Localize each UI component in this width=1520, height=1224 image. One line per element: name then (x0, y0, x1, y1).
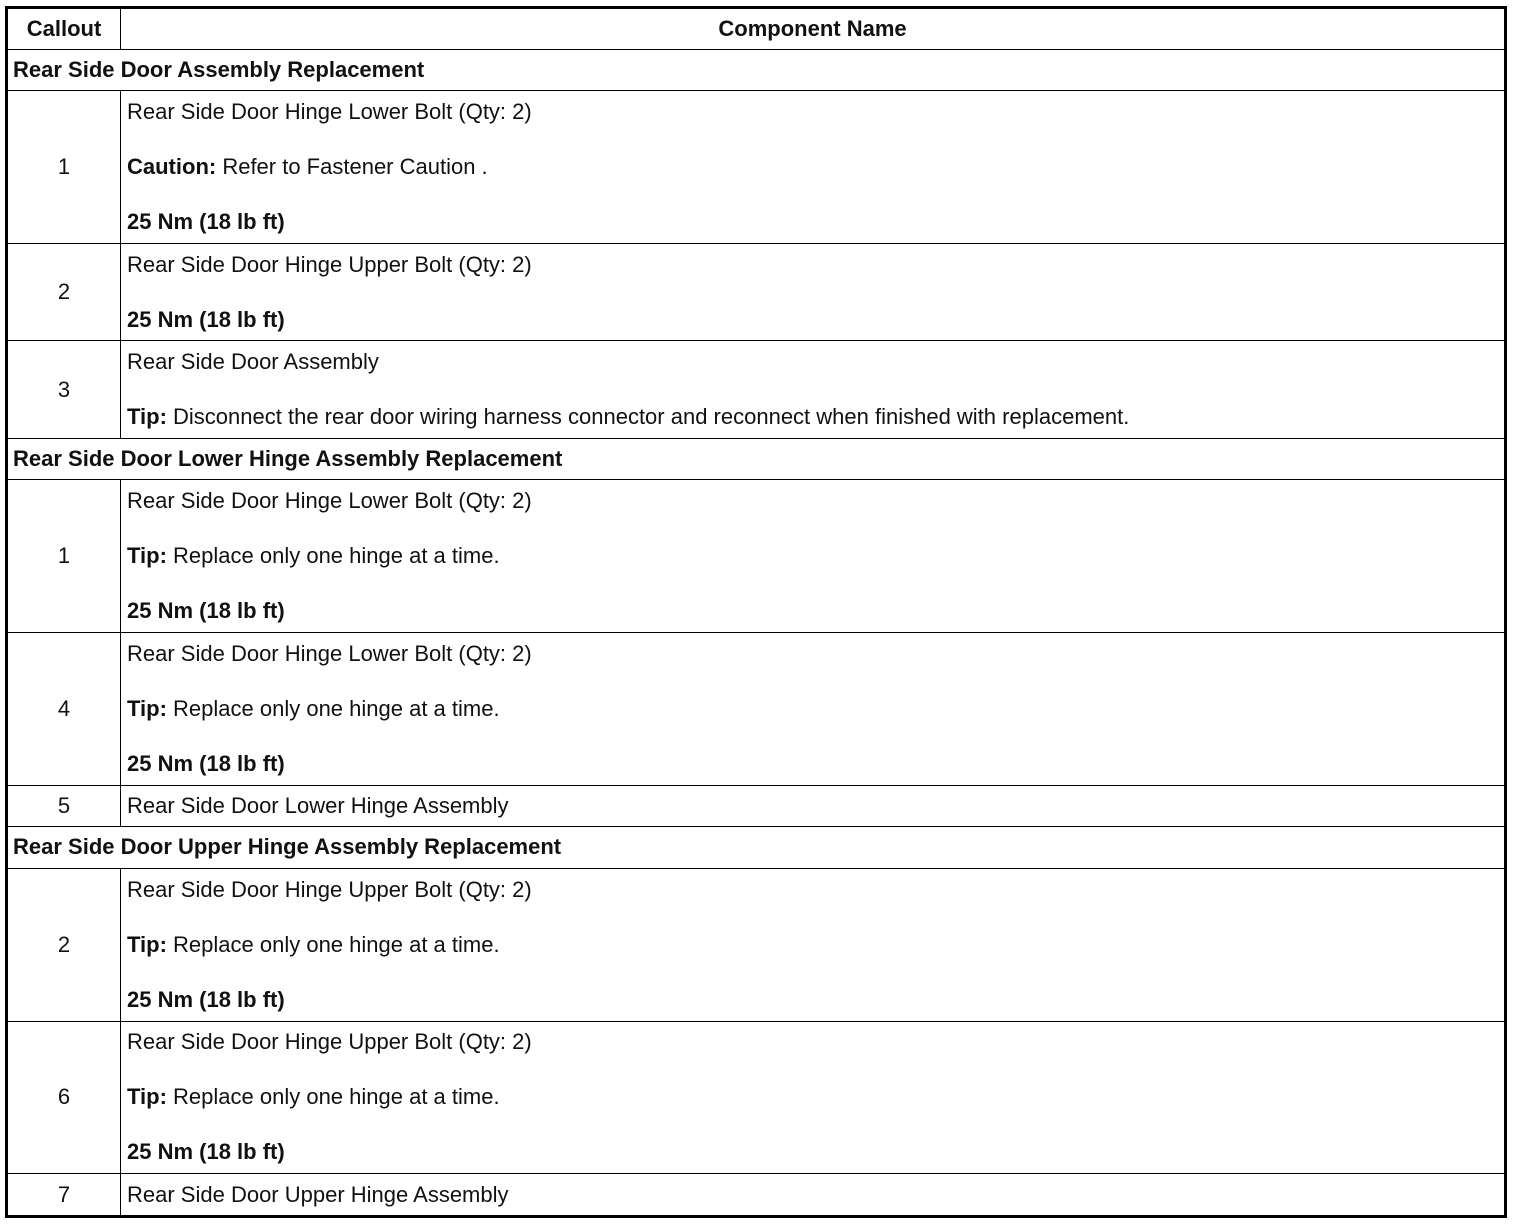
component-cell (121, 91, 1506, 244)
note-label: Tip: (127, 543, 167, 569)
note (127, 543, 1504, 569)
note-label: Tip: (127, 404, 167, 430)
note-label: Tip: (127, 1084, 167, 1110)
note (127, 404, 1504, 430)
section-title: Rear Side Door Assembly Replacement (7, 50, 1506, 91)
component-name: Rear Side Door Hinge Upper Bolt (Qty: 2) (127, 1029, 532, 1055)
torque-spec: 25 Nm (18 lb ft) (127, 598, 285, 624)
component-name: Rear Side Door Assembly (127, 349, 379, 375)
callout-number: 5 (7, 785, 121, 826)
component-cell (121, 785, 1506, 826)
component-name: Rear Side Door Hinge Upper Bolt (Qty: 2) (127, 251, 532, 277)
component-table (5, 6, 1507, 1218)
table-row (7, 1021, 1506, 1174)
note-label: Tip: (127, 931, 167, 957)
note-text: Disconnect the rear door wiring harness connector and reconnect when finished with replacement. (166, 404, 1130, 430)
callout-number: 1 (7, 480, 121, 633)
component-cell (121, 1174, 1506, 1217)
callout-number: 1 (7, 91, 121, 244)
component-cell (121, 868, 1506, 1021)
torque-spec: 25 Nm (18 lb ft) (127, 306, 285, 332)
table-row (7, 632, 1506, 785)
component-name: Rear Side Door Hinge Lower Bolt (Qty: 2) (127, 488, 532, 514)
table-row (7, 480, 1506, 633)
table-row (7, 1174, 1506, 1217)
note-text: Replace only one hinge at a time. (166, 931, 500, 957)
component-cell (121, 341, 1506, 438)
note-text: Replace only one hinge at a time. (166, 1084, 500, 1110)
torque-spec: 25 Nm (18 lb ft) (127, 1139, 285, 1165)
table-row (7, 785, 1506, 826)
component-name: Rear Side Door Hinge Upper Bolt (Qty: 2) (127, 876, 532, 902)
component-cell (121, 480, 1506, 633)
note-text: Replace only one hinge at a time. (166, 543, 500, 569)
callout-number: 4 (7, 632, 121, 785)
torque-spec: 25 Nm (18 lb ft) (127, 986, 285, 1012)
note-text: Refer to Fastener Caution . (216, 154, 488, 180)
torque-spec: 25 Nm (18 lb ft) (127, 209, 285, 235)
callout-number: 3 (7, 341, 121, 438)
component-cell (121, 1021, 1506, 1174)
header-callout: Callout (7, 8, 121, 50)
component-cell (121, 244, 1506, 341)
note-text: Replace only one hinge at a time. (166, 695, 500, 721)
callout-number: 6 (7, 1021, 121, 1174)
note (127, 1084, 1504, 1110)
note-label: Caution: (127, 154, 217, 180)
section-title: Rear Side Door Lower Hinge Assembly Replacement (7, 438, 1506, 479)
callout-number: 2 (7, 244, 121, 341)
table-row (7, 341, 1506, 438)
note-label: Tip: (127, 695, 167, 721)
table-row (7, 868, 1506, 1021)
note (127, 154, 1504, 180)
component-name: Rear Side Door Hinge Lower Bolt (Qty: 2) (127, 640, 532, 666)
note (127, 696, 1504, 722)
note (127, 932, 1504, 958)
component-cell (121, 632, 1506, 785)
component-name: Rear Side Door Upper Hinge Assembly (127, 1181, 509, 1207)
section-title: Rear Side Door Upper Hinge Assembly Replacement (7, 827, 1506, 868)
component-name: Rear Side Door Lower Hinge Assembly (127, 793, 509, 818)
callout-number: 2 (7, 868, 121, 1021)
callout-number: 7 (7, 1174, 121, 1217)
component-name: Rear Side Door Hinge Lower Bolt (Qty: 2) (127, 99, 532, 125)
table-row (7, 244, 1506, 341)
torque-spec: 25 Nm (18 lb ft) (127, 750, 285, 776)
table-row (7, 91, 1506, 244)
header-component-name: Component Name (121, 8, 1506, 50)
